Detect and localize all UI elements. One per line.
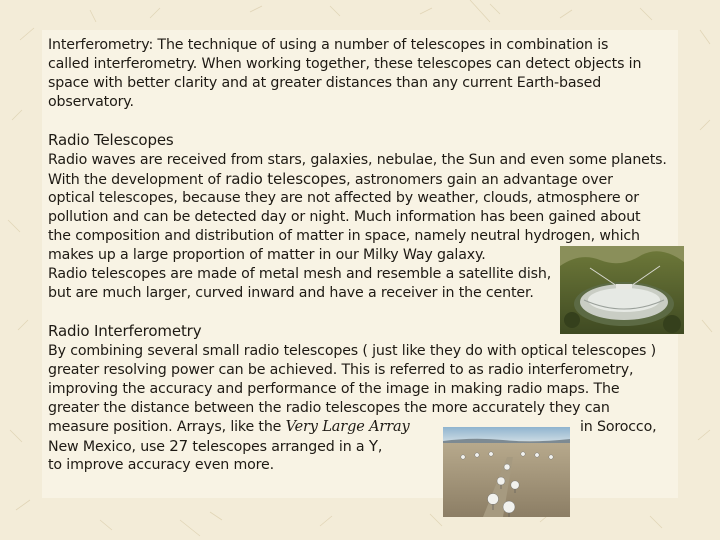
radio-line-8: but are much larger, curved inward and have a receiver in the center. bbox=[48, 285, 534, 301]
interferometry-line-5: measure position. Arrays, like the Very Large Array bbox=[48, 419, 410, 435]
very-large-array-photo bbox=[443, 427, 570, 517]
interferometry-line-5-end: in Sorocco, bbox=[580, 419, 657, 435]
radio-line-5: the composition and distribution of matter in space, namely neutral hydrogen, which bbox=[48, 228, 640, 244]
radio-telescopes-heading: Radio Telescopes bbox=[48, 131, 174, 149]
y-letter: Y bbox=[368, 437, 378, 455]
radio-line-7: Radio telescopes are made of metal mesh and resemble a satellite dish, bbox=[48, 266, 552, 282]
radio-line-6: makes up a large proportion of matter in our Milky Way galaxy. bbox=[48, 247, 486, 263]
radio-line-4: pollution and can be detected day or night. Much information has been gained about bbox=[48, 209, 641, 225]
intro-line-3: space with better clarity and at greater distances than any current Earth-based bbox=[48, 75, 602, 91]
interferometry-term: Interferometry bbox=[48, 37, 149, 53]
radio-line-3: optical telescopes, because they are not affected by weather, clouds, atmosphere or bbox=[48, 190, 639, 206]
interferometry-line-6: New Mexico, use 27 telescopes arranged in a Y, bbox=[48, 437, 383, 455]
interferometry-line-3: improving the accuracy and performance of the image in making radio maps. The bbox=[48, 381, 620, 397]
radio-interferometry-heading: Radio Interferometry bbox=[48, 322, 202, 340]
intro-line-2: called interferometry. When working together, these telescopes can detect objects in bbox=[48, 56, 642, 72]
interferometry-line-1: By combining several small radio telescopes ( just like they do with optical telescopes ) bbox=[48, 343, 657, 359]
interferometry-line-4: greater the distance between the radio telescopes the more accurately they can bbox=[48, 400, 610, 416]
radio-line-2: With the development of radio telescopes, astronomers gain an advantage over bbox=[48, 170, 613, 188]
radio-dish-photo bbox=[560, 246, 684, 334]
radio-telescopes-term: radio telescopes bbox=[225, 170, 347, 188]
intro-line-4: observatory. bbox=[48, 94, 134, 110]
interferometry-line-2: greater resolving power can be achieved. This is referred to as radio interferometry, bbox=[48, 362, 634, 378]
very-large-array-term: Very Large Array bbox=[285, 419, 410, 435]
intro-line-1: Interferometry: The technique of using a number of telescopes in combination is bbox=[48, 37, 609, 53]
radio-line-1: Radio waves are received from stars, galaxies, nebulae, the Sun and even some planets. bbox=[48, 152, 667, 168]
telescope-count: 27 bbox=[169, 437, 189, 455]
interferometry-line-7: to improve accuracy even more. bbox=[48, 457, 274, 473]
